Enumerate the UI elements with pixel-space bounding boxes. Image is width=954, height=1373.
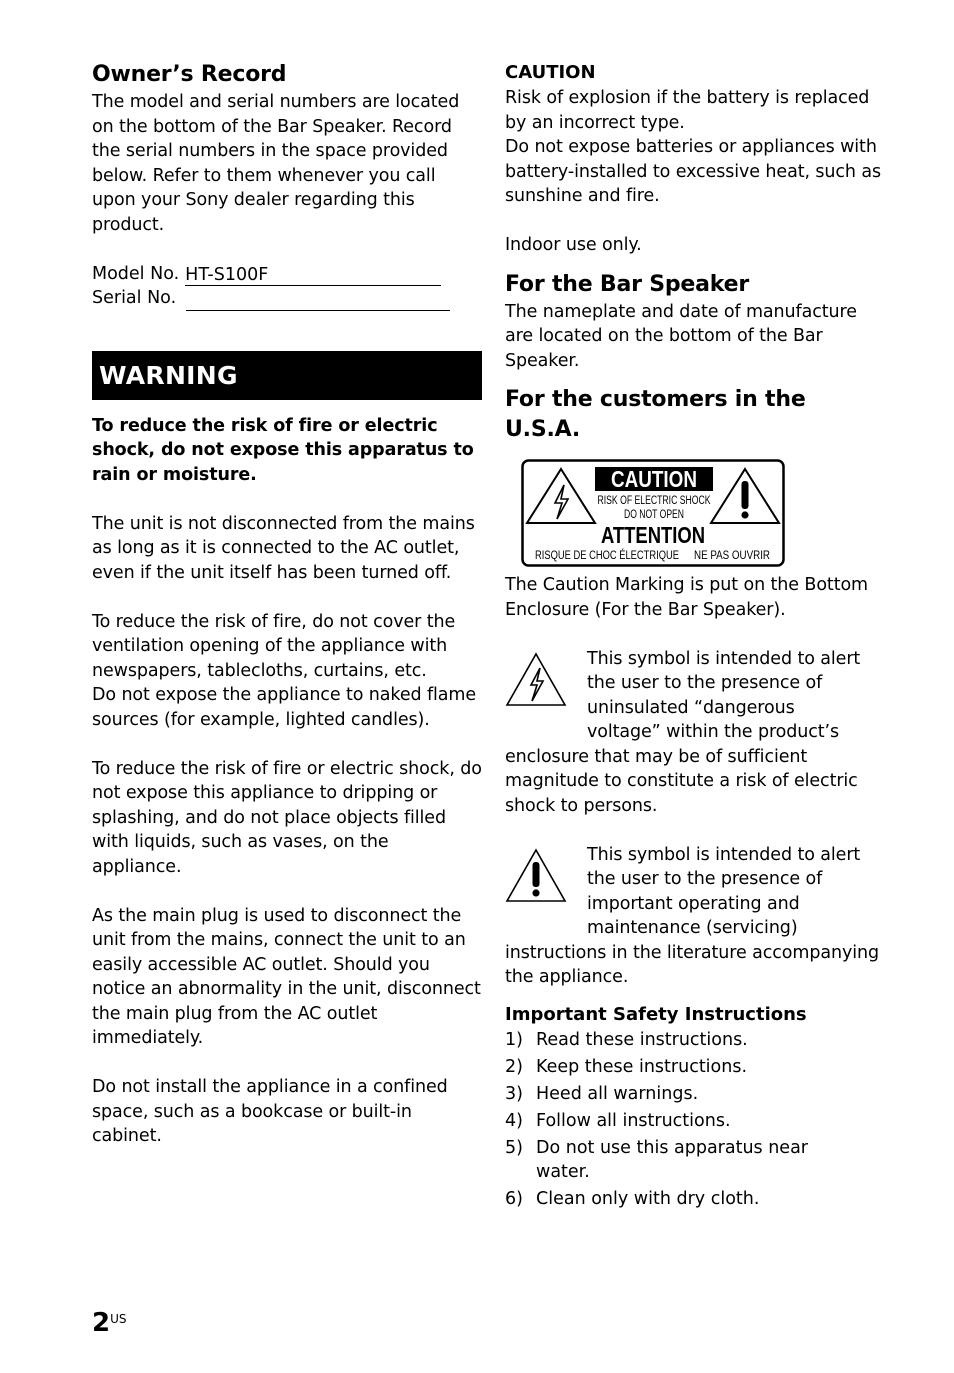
owners-record-body: The model and serial numbers are located on the bottom of the Bar Speaker. Record the serial numbers in the space provided below. Refer to them whenever you call upon your Sony dealer regarding this product. xyxy=(92,92,460,235)
label-fr-left-text: RISQUE DE CHOC ÉLECTRIQUE xyxy=(535,550,712,562)
warning-paragraph-5: Do not install the appliance in a confined space, such as a bookcase or built-in cabinet. xyxy=(92,1077,448,1146)
model-label: Model No. xyxy=(92,263,180,284)
voltage-symbol-rest: enclosure that may be of sufficient magnitude to constitute a risk of electric shock to persons. xyxy=(505,746,858,816)
list-item: 3) Heed all warnings. xyxy=(505,1083,699,1104)
voltage-symbol-line-1: This symbol is intended to alert xyxy=(587,648,861,669)
label-fr-right-text: NE PAS OUVRIR xyxy=(694,550,770,562)
model-value: HT-S100F xyxy=(185,265,441,286)
exclamation-symbol-line-3: important operating and xyxy=(587,893,800,914)
label-attention-text: ATTENTION xyxy=(601,522,705,548)
warning-paragraph-4: As the main plug is used to disconnect the unit from the mains, connect the unit to an easily accessible AC outlet. Should you notice an abnormality in the unit, disconnect the main plug from the AC outlet immediately. xyxy=(92,905,481,1048)
voltage-symbol-line-4: voltage” within the product’s xyxy=(587,722,840,742)
voltage-symbol-block xyxy=(505,647,883,819)
exclamation-symbol-line-1: This symbol is intended to alert xyxy=(587,844,861,865)
indoor-use-text: Indoor use only. xyxy=(505,235,642,255)
exclamation-symbol-block xyxy=(505,843,883,990)
warning-paragraph-1: The unit is not disconnected from the mains as long as it is connected to the AC outlet, even if the unit itself has been turned off. xyxy=(92,513,475,583)
owners-record-title: Owner’s Record xyxy=(92,62,287,87)
list-item: 5) Do not use this apparatus near water. xyxy=(505,1137,808,1182)
warning-paragraph-2b: Do not expose the appliance to naked flame sources (for example, lighted candles). xyxy=(92,685,477,730)
bar-speaker-body: The nameplate and date of manufacture are located on the bottom of the Bar Speaker. xyxy=(505,301,857,371)
caution-paragraph-1: Risk of explosion if the battery is replaced by an incorrect type. xyxy=(505,88,870,133)
caution-label-graphic xyxy=(521,459,785,567)
list-item: 4) Follow all instructions. xyxy=(505,1110,731,1131)
caution-title: CAUTION xyxy=(505,62,596,83)
warning-paragraph-3: To reduce the risk of fire or electric shock, do not expose this appliance to dripping or splashing, and do not place objects filled with liquids, such as vases, on the appliance. xyxy=(92,758,482,877)
exclamation-warning-icon xyxy=(505,847,567,903)
warning-paragraph-2a: To reduce the risk of fire, do not cover the ventilation opening of the appliance with newspapers, tablecloths, curtains, etc. xyxy=(92,611,456,681)
list-item: 2) Keep these instructions. xyxy=(505,1056,748,1077)
safety-title: Important Safety Instructions xyxy=(505,1003,807,1025)
left-column xyxy=(92,60,482,1149)
bar-speaker-title: For the Bar Speaker xyxy=(505,271,750,297)
safety-list xyxy=(505,1028,883,1212)
page-number: $2^{US}$ xyxy=(92,1308,127,1338)
label-caution-text: CAUTION xyxy=(611,466,697,492)
usa-title: For the customers in the U.S.A. xyxy=(505,387,806,442)
exclamation-symbol-rest: instructions in the literature accompanying the appliance. xyxy=(505,942,879,987)
serial-blank-line xyxy=(186,290,450,311)
exclamation-symbol-line-2: the user to the presence of xyxy=(587,869,823,889)
label-line2-text: DO NOT OPEN xyxy=(624,509,684,521)
lightning-warning-icon xyxy=(505,651,567,707)
page-number-suffix: US xyxy=(110,1312,127,1326)
exclamation-symbol-line-4: maintenance (servicing) xyxy=(587,918,798,938)
caution-marking-text: The Caution Marking is put on the Bottom Enclosure (For the Bar Speaker). xyxy=(505,575,869,620)
list-item: 1) Read these instructions. xyxy=(505,1029,748,1050)
warning-bold-notice: To reduce the risk of fire or electric shock, do not expose this apparatus to rain or moisture. xyxy=(92,415,474,485)
list-item: 6) Clean only with dry cloth. xyxy=(505,1189,760,1209)
right-column xyxy=(505,60,883,1214)
serial-label: Serial No. xyxy=(92,288,177,308)
caution-paragraph-2: Do not expose batteries or appliances with battery-installed to excessive heat, such as sunshine and fire. xyxy=(505,137,882,206)
voltage-symbol-line-3: uninsulated “dangerous xyxy=(587,697,795,718)
warning-banner: WARNING xyxy=(92,351,482,400)
serial-field xyxy=(92,286,482,311)
label-line1-text: RISK OF ELECTRIC SHOCK xyxy=(597,495,711,507)
caution-label-svg xyxy=(521,459,785,567)
voltage-symbol-line-2: the user to the presence of xyxy=(587,673,823,693)
model-field xyxy=(92,262,482,287)
